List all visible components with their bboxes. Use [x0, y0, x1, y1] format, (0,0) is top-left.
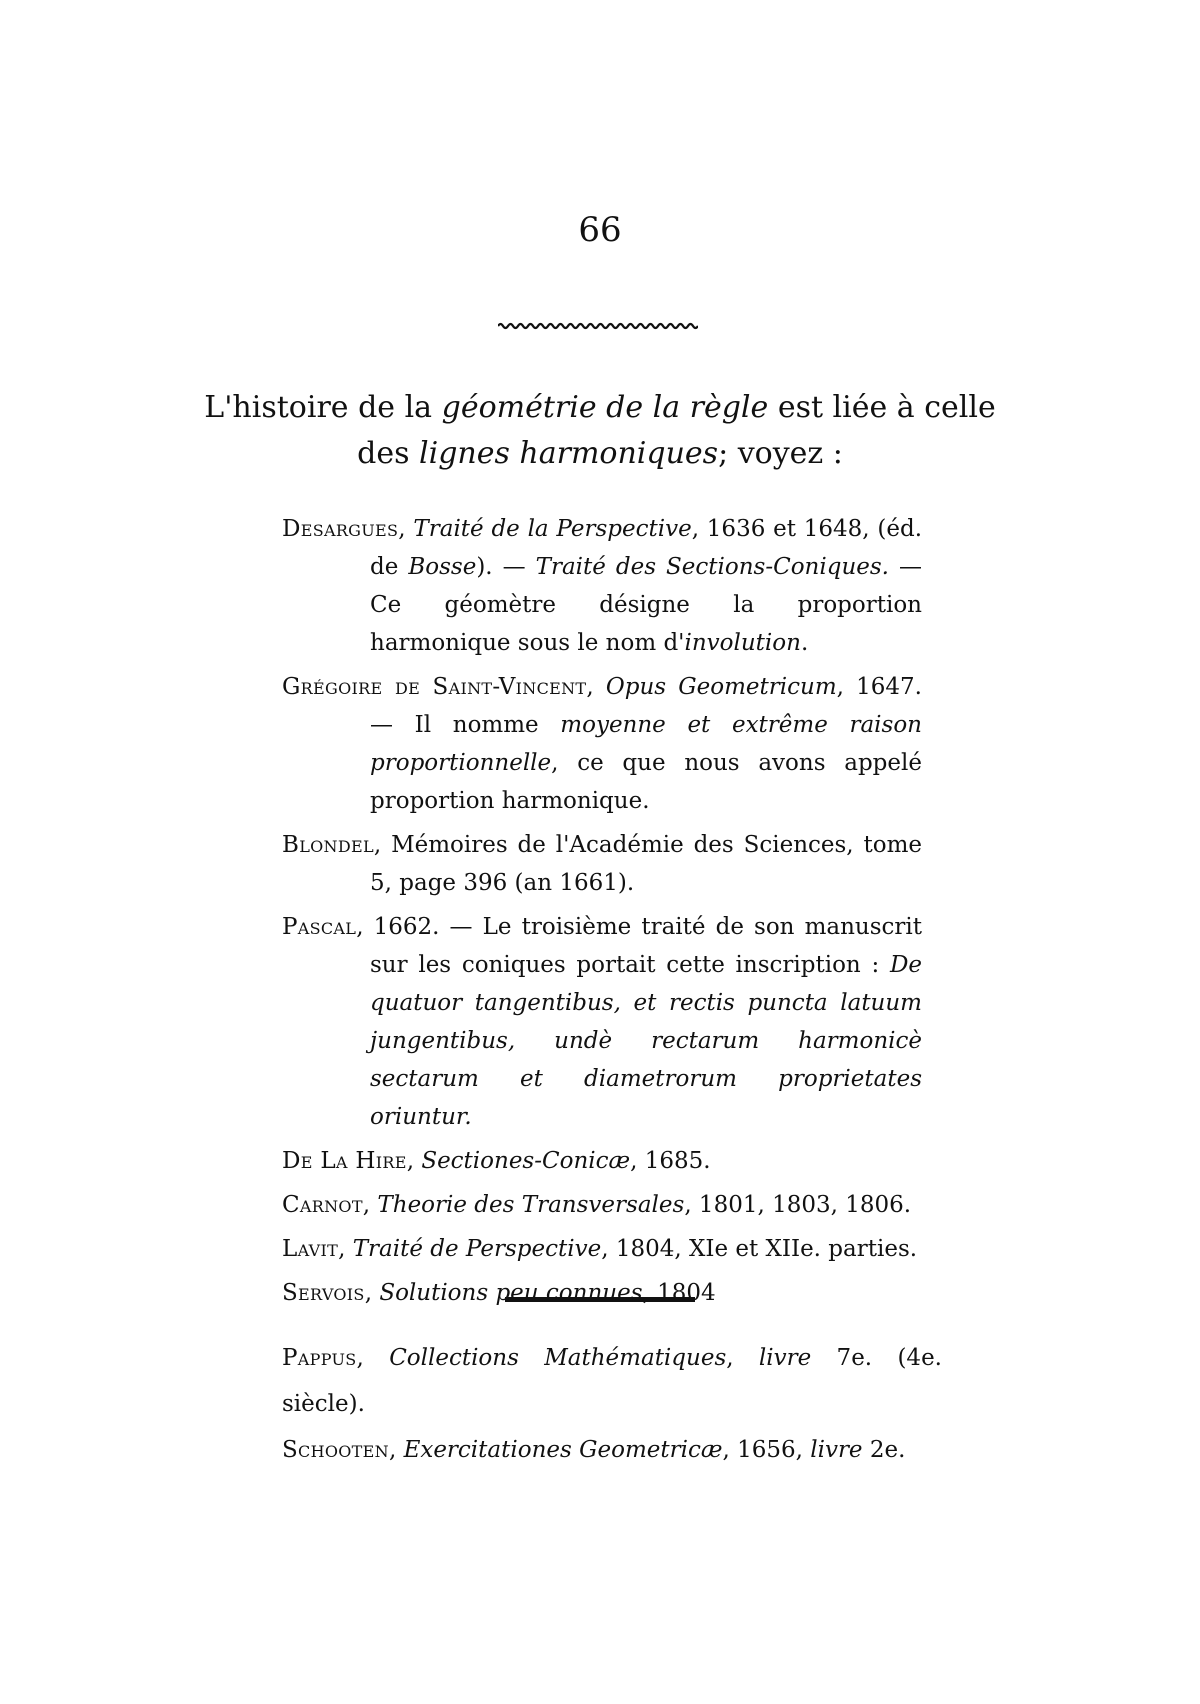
wavy-ornament	[498, 322, 698, 330]
reference-pappus: Pappus, Collections Mathématiques, livre 7e. (4e. siècle).	[282, 1335, 942, 1427]
author: Pascal	[282, 914, 356, 940]
reference-blondel: Blondel, Mémoires de l'Académie des Sciences, tome 5, page 396 (an 1661).	[282, 826, 922, 902]
reference-pascal: Pascal, 1662. — Le troisième traité de son manuscrit sur les coniques portait cette inscription : De quatuor tangentibus, et rectis puncta latuum jungentibus, undè rectarum harmonicè sectarum et diametrorum proprietates oriuntur.	[282, 908, 922, 1136]
reference-de-la-hire: De La Hire, Sectiones-Conicæ, 1685.	[282, 1142, 922, 1180]
references-list-2	[282, 1335, 942, 1473]
author: Pappus	[282, 1345, 357, 1371]
author: Carnot	[282, 1192, 363, 1218]
reference-servois: Servois, Solutions peu connues, 1804	[282, 1274, 922, 1312]
author: Blondel	[282, 832, 374, 858]
author: Desargues	[282, 516, 398, 542]
reference-schooten: Schooten, Exercitationes Geometricæ, 1656, livre 2e.	[282, 1427, 942, 1473]
references-list	[282, 510, 922, 1318]
book-page	[0, 0, 1200, 1704]
reference-desargues: Desargues, Traité de la Perspective, 1636 et 1648, (éd. de Bosse). — Traité des Sections-Coniques. — Ce géomètre désigne la proportion harmonique sous le nom d'involution.	[282, 510, 922, 662]
intro-paragraph: L'histoire de la géométrie de la règle est liée à celle des lignes harmoniques; voyez :	[200, 385, 1000, 477]
reference-carnot: Carnot, Theorie des Transversales, 1801, 1803, 1806.	[282, 1186, 922, 1224]
section-divider	[505, 1297, 695, 1302]
page-number: 66	[0, 210, 1200, 250]
author: Lavit	[282, 1236, 338, 1262]
author: Servois	[282, 1280, 365, 1306]
author: De La Hire	[282, 1148, 407, 1174]
reference-gregoire: Grégoire de Saint-Vincent, Opus Geometricum, 1647. — Il nomme moyenne et extrême raison proportionnelle, ce que nous avons appelé proportion harmonique.	[282, 668, 922, 820]
reference-lavit: Lavit, Traité de Perspective, 1804, XIe et XIIe. parties.	[282, 1230, 922, 1268]
author: Grégoire de Saint-Vincent	[282, 674, 586, 700]
author: Schooten	[282, 1437, 389, 1463]
